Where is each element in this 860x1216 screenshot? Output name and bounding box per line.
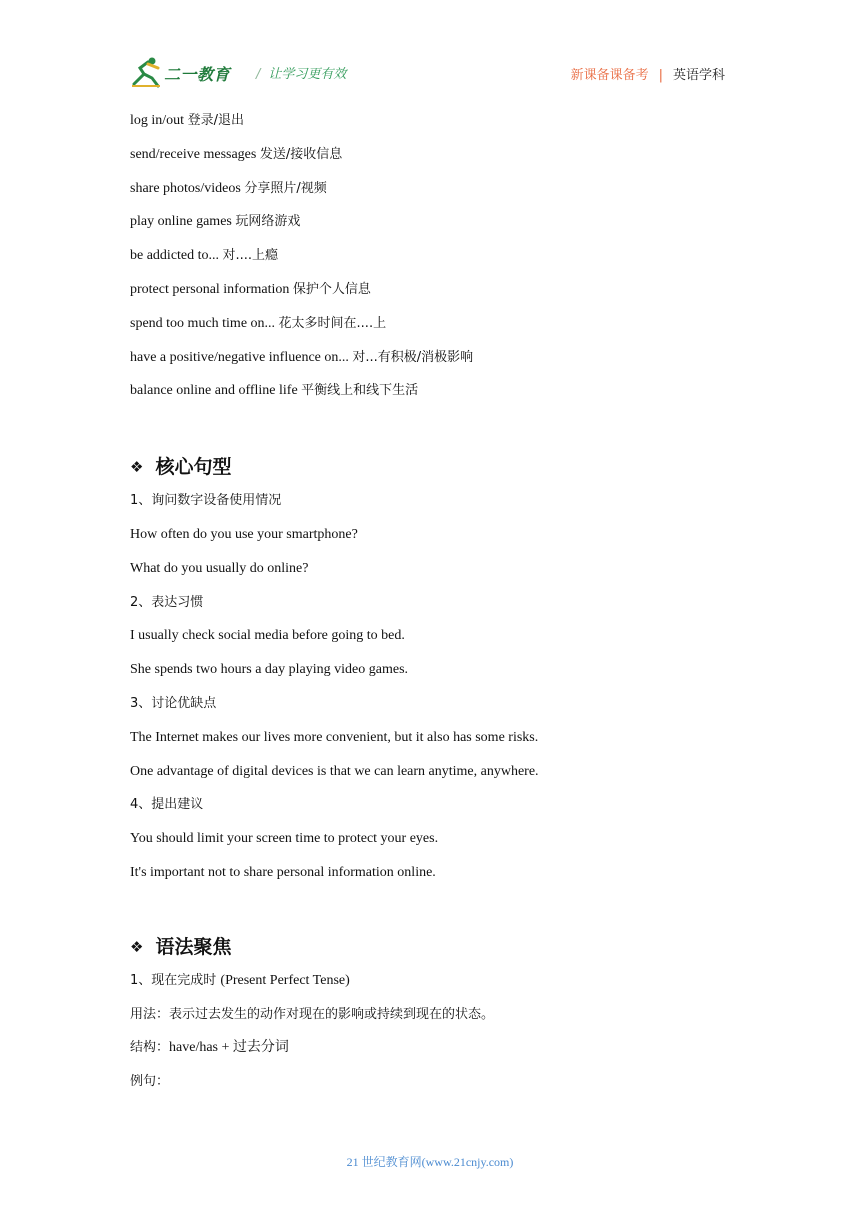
page-header (130, 56, 725, 90)
phrase-en: play online games (130, 214, 236, 230)
phrase-line (130, 178, 730, 212)
phrase-line (130, 245, 730, 279)
phrase-cn: 平衡线上和线下生活 (301, 383, 419, 399)
header-tag-course: 新课备课备考 (570, 68, 649, 83)
example-sentence: The Internet makes our lives more convenient, but it also has some risks. (130, 729, 539, 745)
phrase-cn: 对....上瘾 (222, 248, 279, 264)
section-title-text: 语法聚焦 (155, 935, 232, 958)
phrase-line (130, 144, 730, 178)
section-title-text: 核心句型 (155, 456, 232, 479)
slogan-text: 让学习更有效 (268, 67, 347, 82)
grammar-structure (130, 1037, 730, 1071)
phrase-en: log in/out (130, 113, 188, 128)
group-heading: 1、询问数字设备使用情况 (130, 493, 282, 509)
phrase-line (130, 347, 730, 381)
phrase-line (130, 380, 730, 414)
document-content (130, 110, 730, 1105)
structure-value: have/has + 过去分词 (169, 1040, 289, 1056)
header-slogan (256, 63, 346, 82)
example-sentence: She spends two hours a day playing video games. (130, 662, 409, 678)
example-sentence: How often do you use your smartphone? (130, 526, 358, 542)
header-tags (571, 64, 725, 83)
phrase-cn: 保护个人信息 (292, 281, 371, 297)
example-sentence: It's important not to share personal information online. (130, 864, 436, 880)
phrase-en: send/receive messages (130, 146, 260, 162)
grammar-example-label: 例句： (130, 1074, 170, 1090)
grammar-heading (130, 970, 730, 1004)
phrase-cn: 发送/接收信息 (259, 146, 343, 162)
phrase-line (130, 110, 730, 144)
example-sentence: One advantage of digital devices is that we can learn anytime, anywhere. (130, 763, 539, 779)
structure-label: 结构： (130, 1040, 170, 1056)
phrase-en: share photos/videos (130, 180, 245, 196)
phrase-cn: 登录/退出 (187, 113, 244, 128)
phrase-en: balance online and offline life (130, 383, 302, 399)
diamond-bullet-icon: ❖ (130, 458, 144, 477)
header-separator: | (658, 68, 663, 83)
logo (130, 56, 242, 90)
phrase-cn: 花太多时间在....上 (278, 315, 387, 331)
phrase-line (130, 313, 730, 347)
phrase-cn: 对...有积极/消极影响 (352, 349, 474, 365)
example-sentence: What do you usually do online? (130, 560, 309, 576)
spacer (130, 482, 730, 490)
grammar-heading-en: (Present Perfect Tense) (220, 972, 350, 988)
runner-logo-icon (130, 56, 164, 88)
phrase-en: spend too much time on... (130, 315, 279, 331)
phrase-cn: 分享照片/视频 (244, 180, 327, 196)
phrase-en: protect personal information (130, 281, 293, 297)
group-heading: 3、讨论优缺点 (130, 695, 217, 711)
grammar-usage: 用法：表示过去发生的动作对现在的影响或持续到现在的状态。 (130, 1006, 495, 1022)
phrase-line (130, 211, 730, 245)
spacer (130, 414, 730, 452)
spacer (130, 896, 730, 932)
phrase-en: be addicted to... (130, 248, 223, 264)
brand-name: 二一教育 (164, 65, 231, 84)
example-sentence: You should limit your screen time to protect your eyes. (130, 831, 439, 847)
phrase-en: have a positive/negative influence on... (130, 349, 353, 365)
diamond-bullet-icon: ❖ (130, 937, 144, 956)
grammar-heading-cn: 1、现在完成时 (130, 972, 221, 988)
header-tag-subject: 英语学科 (672, 68, 725, 83)
example-sentence: I usually check social media before going to bed. (130, 628, 405, 644)
section-title-core-sentences (130, 452, 730, 482)
page-footer: 21 世纪教育网(www.21cnjy.com) (346, 1155, 514, 1169)
section-title-grammar (130, 932, 730, 962)
spacer (130, 962, 730, 970)
slogan-slash: / (256, 67, 261, 82)
group-heading: 4、提出建议 (130, 797, 204, 813)
group-heading: 2、表达习惯 (130, 594, 204, 610)
phrase-line (130, 279, 730, 313)
phrase-cn: 玩网络游戏 (235, 214, 301, 230)
